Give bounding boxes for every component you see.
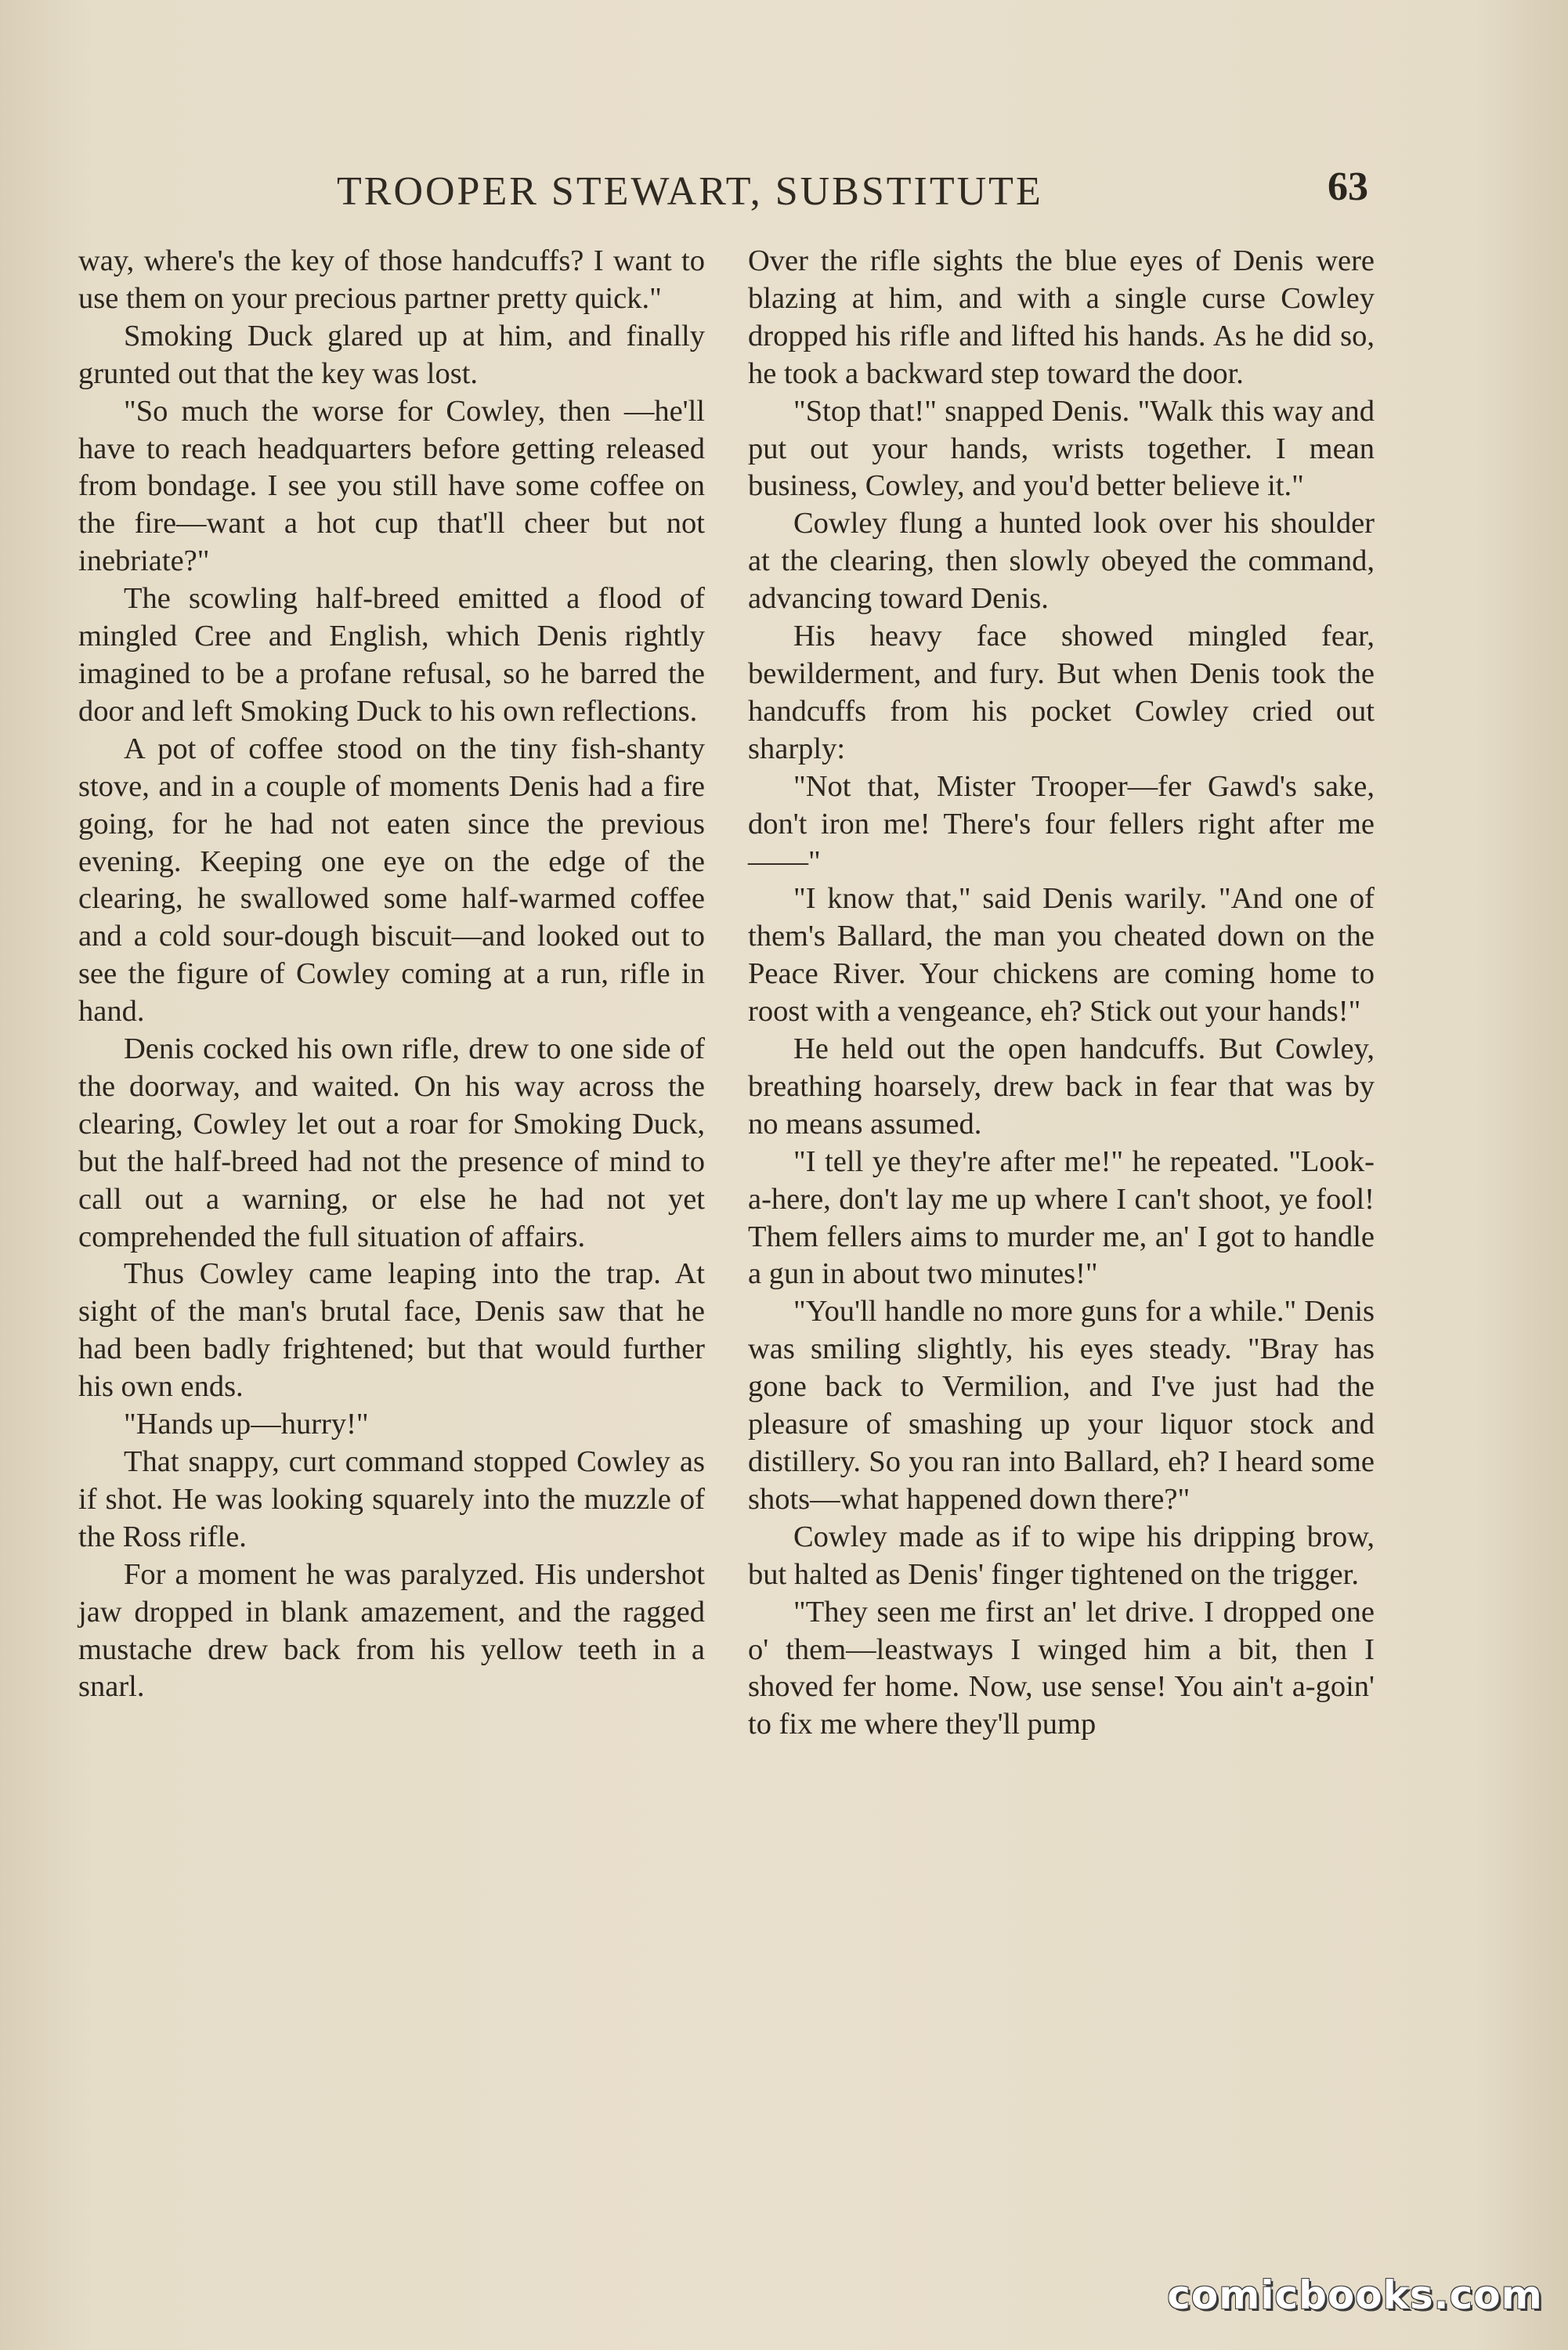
left-column bbox=[78, 243, 705, 1706]
watermark: comicbooks.com bbox=[1167, 2272, 1543, 2318]
paragraph: "Not that, Mister Trooper—fer Gawd's sake, don't iron me! There's four fellers right after me——" bbox=[748, 769, 1375, 878]
paragraph: "I tell ye they're after me!" he repeated. "Look-a-here, don't lay me up where I can't shoot, ye fool! Them fellers aims to murder me, an' I got to handle a gun in about two minutes!" bbox=[748, 1144, 1375, 1291]
paragraph: Over the rifle sights the blue eyes of Denis were blazing at him, and with a single curse Cowley dropped his rifle and lifted his hands. As he did so, he took a backward step toward the door. bbox=[748, 244, 1375, 390]
page-header bbox=[78, 161, 1371, 223]
paragraph: For a moment he was paralyzed. His undershot jaw dropped in blank amazement, and the ragged mustache drew back from his yellow teeth in a snarl. bbox=[78, 1557, 705, 1704]
paragraph: "Hands up—hurry!" bbox=[124, 1408, 369, 1441]
paragraph: Thus Cowley came leaping into the trap. At sight of the man's brutal face, Denis saw that he had been badly frightened; but that would further his own ends. bbox=[78, 1257, 705, 1404]
paragraph: His heavy face showed mingled fear, bewilderment, and fury. But when Denis took the handcuffs from his pocket Cowley cried out sharply: bbox=[748, 620, 1375, 765]
paragraph: He held out the open handcuffs. But Cowley, breathing hoarsely, drew back in fear that was by no means assumed. bbox=[748, 1032, 1375, 1141]
paragraph: Smoking Duck glared up at him, and finally grunted out that the key was lost. bbox=[78, 319, 705, 390]
paragraph: "So much the worse for Cowley, then —he'll have to reach headquarters before getting released from bondage. I see you still have some coffee on the fire—want a hot cup that'll cheer but not inebriate?" bbox=[78, 394, 705, 578]
page-number: 63 bbox=[1328, 164, 1368, 209]
paragraph: "Stop that!" snapped Denis. "Walk this way and put out your hands, wrists together. I mean business, Cowley, and you'd better believe it." bbox=[748, 394, 1375, 503]
right-column bbox=[748, 243, 1375, 1744]
paragraph: A pot of coffee stood on the tiny fish-shanty stove, and in a couple of moments Denis had a fire going, for he had not eaten since the previous evening. Keeping one eye on the edge of the clearing, he swallowed some half-warmed coffee and a cold sour-dough biscuit—and looked out to see the figure of Cowley coming at a run, rifle in hand. bbox=[78, 732, 705, 1029]
paragraph: Denis cocked his own rifle, drew to one side of the doorway, and waited. On his way across the clearing, Cowley let out a roar for Smoking Duck, but the half-breed had not the presence of mind to call out a warning, or else he had not yet comprehended the full situation of affairs. bbox=[78, 1032, 705, 1253]
paragraph: The scowling half-breed emitted a flood of mingled Cree and English, which Denis rightly imagined to be a profane refusal, so he barred the door and left Smoking Duck to his own reflections. bbox=[78, 582, 705, 728]
paragraph: "You'll handle no more guns for a while." Denis was smiling slightly, his eyes steady. "Bray has gone back to Vermilion, and I've just had the pleasure of smashing up your liquor stock and distillery. So you ran into Ballard, eh? I heard some shots—what happened down there?" bbox=[748, 1295, 1375, 1516]
paragraph: Cowley made as if to wipe his dripping brow, but halted as Denis' finger tightened on the trigger. bbox=[748, 1520, 1375, 1591]
paragraph: way, where's the key of those handcuffs? I want to use them on your precious partner pretty quick." bbox=[78, 244, 705, 315]
paragraph: "They seen me first an' let drive. I dropped one o' them—leastways I winged him a bit, then I shoved fer home. Now, use sense! You ain't a-goin' to fix me where they'll pump bbox=[748, 1595, 1375, 1741]
paragraph: Cowley flung a hunted look over his shoulder at the clearing, then slowly obeyed the command, advancing toward Denis. bbox=[748, 507, 1375, 616]
running-title: TROOPER STEWART, SUBSTITUTE bbox=[337, 169, 1043, 214]
paragraph: That snappy, curt command stopped Cowley as if shot. He was looking squarely into the muzzle of the Ross rifle. bbox=[78, 1445, 705, 1553]
paragraph: "I know that," said Denis warily. "And one of them's Ballard, the man you cheated down on the Peace River. Your chickens are coming home to roost with a vengeance, eh? Stick out your hands!" bbox=[748, 882, 1375, 1029]
